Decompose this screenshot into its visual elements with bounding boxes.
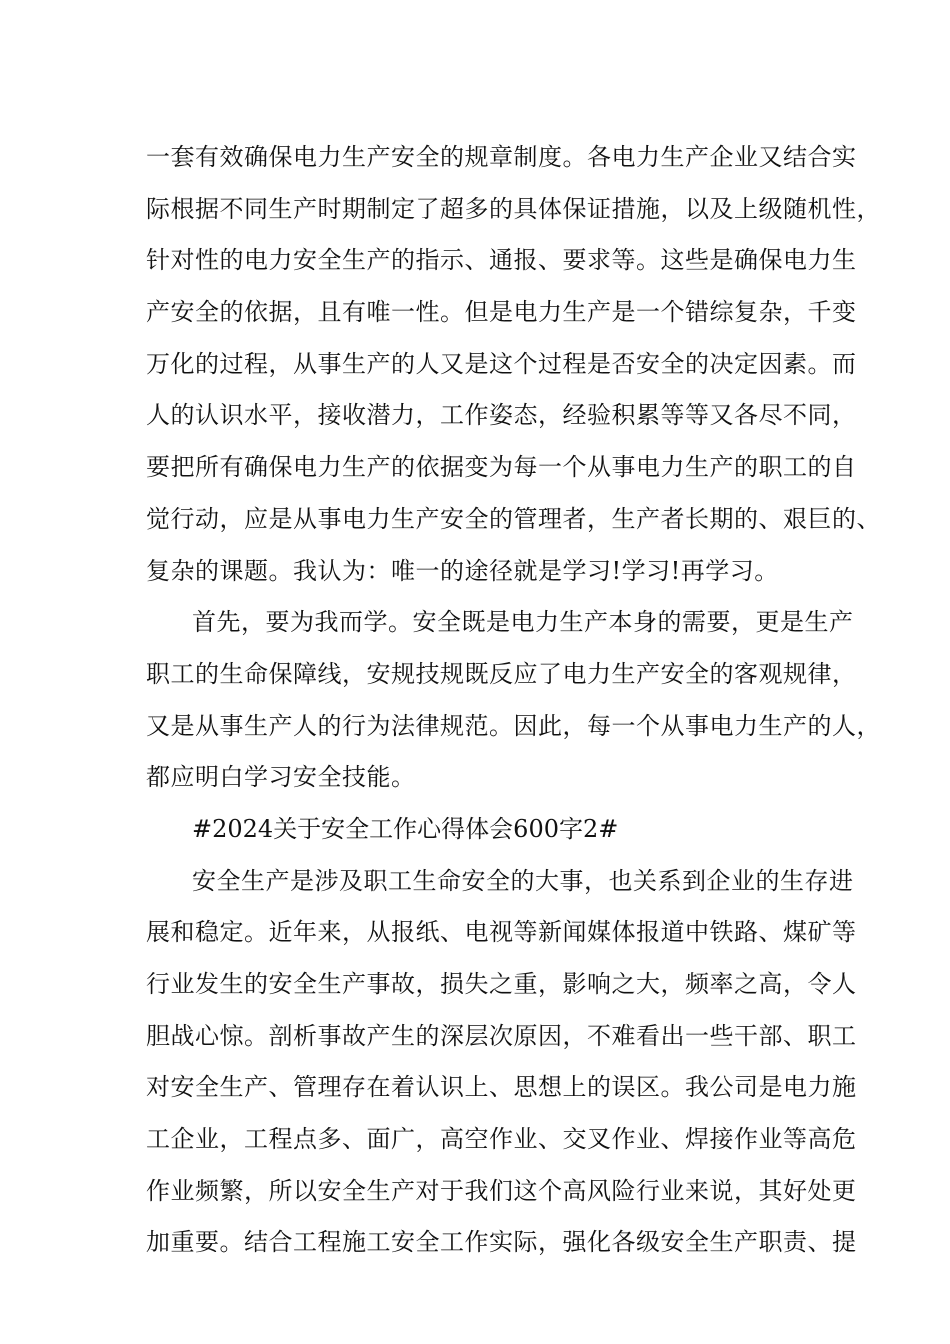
paragraph-first-line: 首先，要为我而学。安全既是电力生产本身的需要，更是生产 (192, 608, 854, 637)
body-line: 觉行动，应是从事电力生产安全的管理者，生产者长期的、艰巨的、 (146, 504, 881, 533)
body-line: 要把所有确保电力生产的依据变为每一个从事电力生产的职工的自 (146, 453, 857, 482)
body-line: 际根据不同生产时期制定了超多的具体保证措施，以及上级随机性， (146, 194, 881, 223)
body-line: 产安全的依据，且有唯一性。但是电力生产是一个错综复杂，千变 (146, 298, 857, 327)
body-line: 又是从事生产人的行为法律规范。因此，每一个从事电力生产的人， (146, 711, 881, 740)
body-line: 加重要。结合工程施工安全工作实际，强化各级安全生产职责、提 (146, 1228, 857, 1257)
body-line: 展和稳定。近年来，从报纸、电视等新闻媒体报道中铁路、煤矿等 (146, 918, 857, 947)
body-line: 一套有效确保电力生产安全的规章制度。各电力生产企业又结合实 (146, 143, 857, 171)
body-line: 都应明白学习安全技能。 (146, 763, 416, 792)
section-heading: #2024关于安全工作心得体会600字2# (192, 814, 619, 843)
body-line: 万化的过程，从事生产的人又是这个过程是否安全的决定因素。而 (146, 349, 857, 378)
body-line: 复杂的课题。我认为：唯一的途径就是学习!学习!再学习。 (146, 556, 779, 585)
body-line: 行业发生的安全生产事故，损失之重，影响之大，频率之高，令人 (146, 970, 857, 998)
body-line: 针对性的电力安全生产的指示、通报、要求等。这些是确保电力生 (146, 246, 857, 275)
body-line: 对安全生产、管理存在着认识上、思想上的误区。我公司是电力施 (146, 1073, 857, 1102)
body-line: 胆战心惊。剖析事故产生的深层次原因，不难看出一些干部、职工 (146, 1021, 857, 1050)
body-line: 工企业，工程点多、面广，高空作业、交叉作业、焊接作业等高危 (146, 1125, 857, 1154)
paragraph-first-line: 安全生产是涉及职工生命安全的大事，也关系到企业的生存进 (192, 866, 854, 895)
body-line: 人的认识水平，接收潜力，工作姿态，经验积累等等又各尽不同， (146, 401, 857, 430)
document-body (146, 132, 881, 1269)
body-line: 作业频繁，所以安全生产对于我们这个高风险行业来说，其好处更 (146, 1176, 857, 1205)
body-line: 职工的生命保障线，安规技规既反应了电力生产安全的客观规律， (146, 659, 857, 688)
